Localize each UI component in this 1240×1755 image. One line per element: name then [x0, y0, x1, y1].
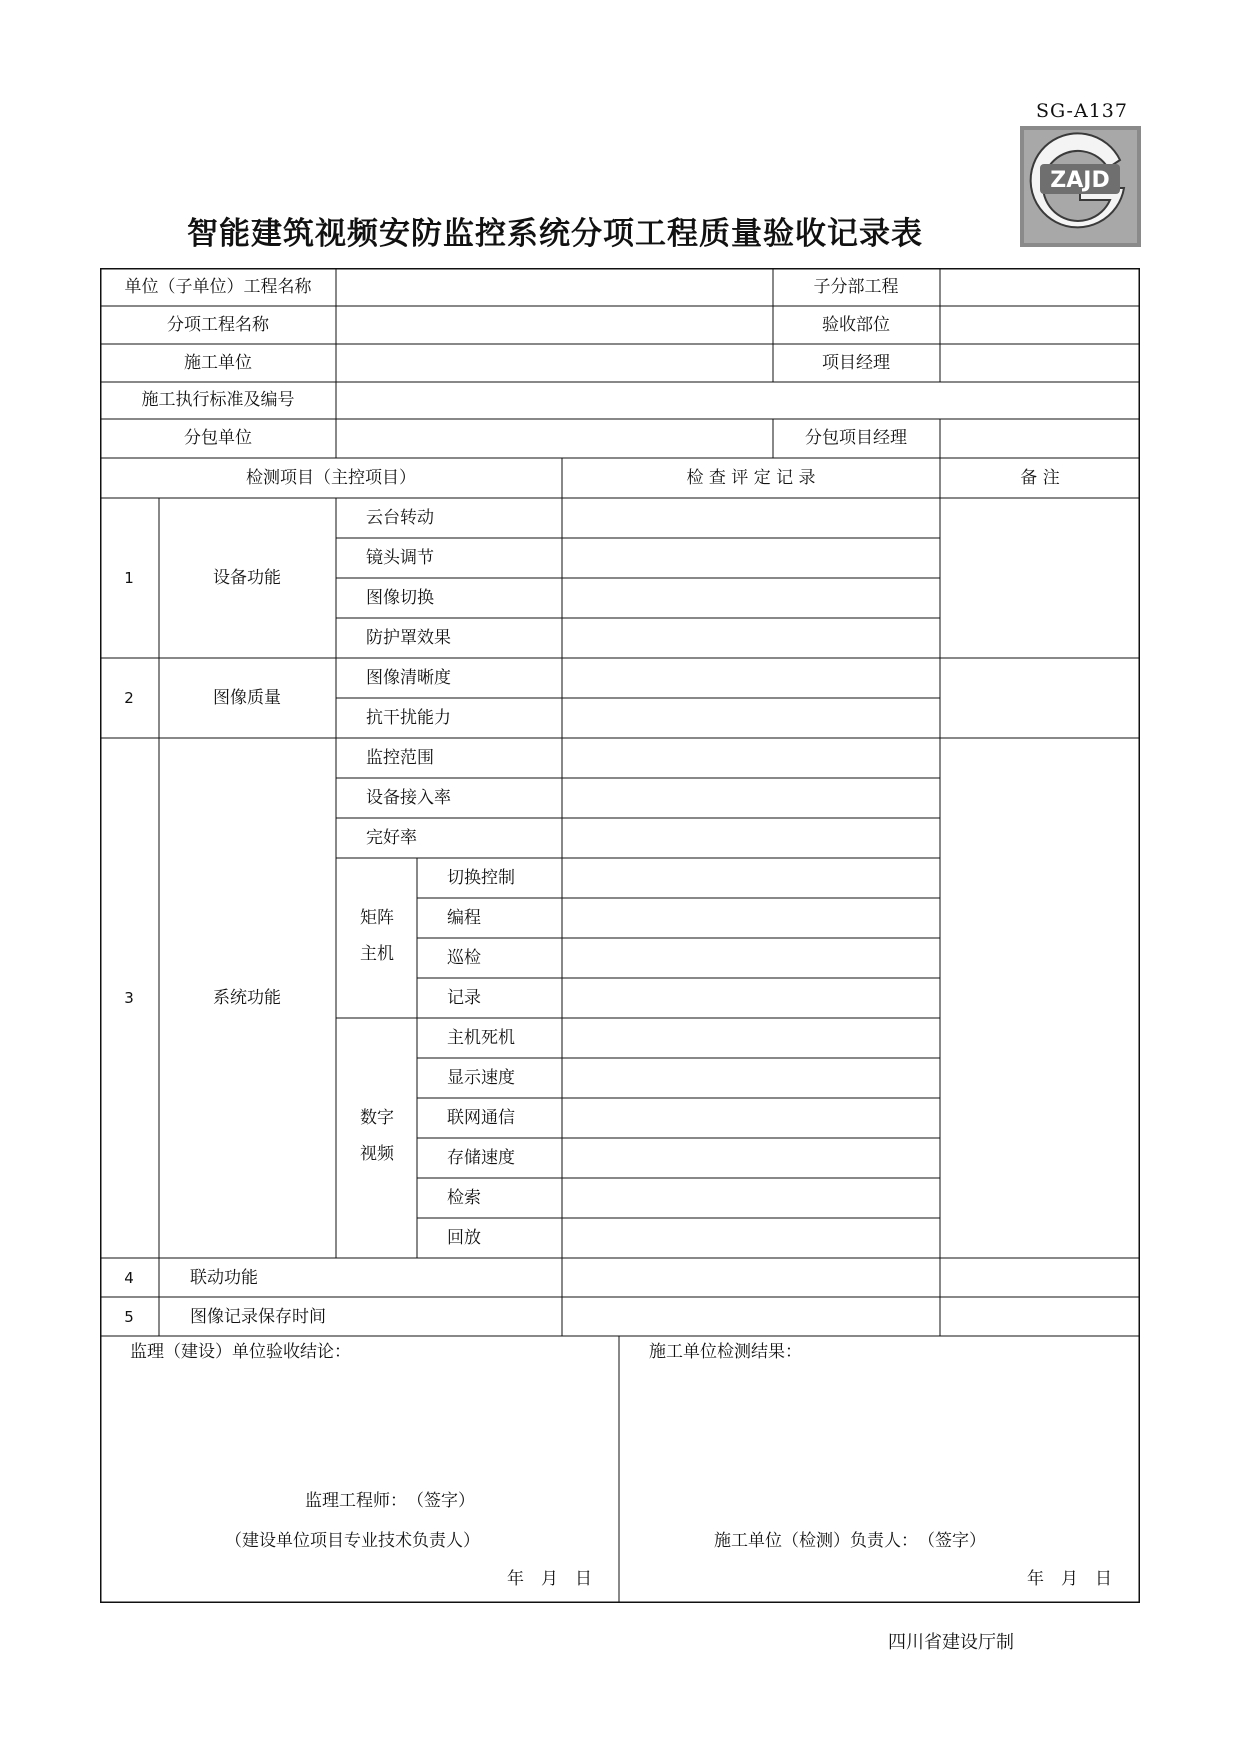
col-header-record: 检 查 评 定 记 录 — [686, 468, 816, 488]
page-title: 智能建筑视频安防监控系统分项工程质量验收记录表 — [187, 216, 923, 252]
label-acceptance-part: 验收部位 — [822, 315, 890, 335]
label-sub-item-name: 分项工程名称 — [167, 315, 269, 335]
group-1-name: 设备功能 — [213, 568, 281, 588]
zajd-logo — [1020, 126, 1141, 247]
item-playback: 回放 — [447, 1228, 481, 1248]
label-project-manager: 项目经理 — [822, 353, 890, 373]
issuer-footer: 四川省建设厅制 — [888, 1632, 1014, 1653]
supervisor-date: 年 月 日 — [507, 1569, 592, 1589]
construction-result-label: 施工单位检测结果： — [649, 1342, 802, 1362]
label-standard: 施工执行标准及编号 — [141, 390, 295, 410]
item-search: 检索 — [447, 1188, 481, 1208]
group-5-name: 图像记录保存时间 — [190, 1307, 326, 1327]
supervisor-engineer-signature: 监理工程师： （签字） — [305, 1491, 475, 1511]
supervisor-conclusion-label: 监理（建设）单位验收结论： — [130, 1342, 351, 1362]
item-ptz-rotation: 云台转动 — [366, 508, 434, 528]
item-storage-speed: 存储速度 — [447, 1148, 515, 1168]
item-housing-effect: 防护罩效果 — [366, 628, 451, 648]
digital-label-2: 视频 — [360, 1144, 394, 1164]
item-switch-control: 切换控制 — [447, 868, 515, 888]
logo-text: ZAJD — [1050, 168, 1110, 193]
matrix-label-2: 主机 — [360, 944, 394, 964]
item-image-switch: 图像切换 — [366, 588, 434, 608]
item-anti-interference: 抗干扰能力 — [366, 708, 451, 728]
label-sub-division: 子分部工程 — [813, 277, 899, 297]
col-header-remark: 备 注 — [1020, 468, 1060, 488]
label-subcontractor: 分包单位 — [184, 428, 252, 448]
item-display-speed: 显示速度 — [447, 1068, 515, 1088]
construction-lead-signature: 施工单位（检测）负责人： （签字） — [714, 1531, 986, 1551]
group-2-name: 图像质量 — [213, 688, 281, 708]
group-5-number: 5 — [124, 1308, 134, 1326]
label-construction-unit: 施工单位 — [184, 353, 252, 373]
item-record: 记录 — [447, 988, 481, 1008]
group-2-number: 2 — [124, 689, 134, 707]
form-code: SG-A137 — [1036, 100, 1128, 122]
col-header-items: 检测项目（主控项目） — [246, 468, 416, 488]
digital-label-1: 数字 — [360, 1108, 394, 1128]
item-patrol: 巡检 — [447, 948, 481, 968]
construction-date: 年 月 日 — [1027, 1569, 1112, 1589]
item-network-comm: 联网通信 — [447, 1108, 515, 1128]
acceptance-form-table — [100, 268, 1140, 1603]
item-device-access-rate: 设备接入率 — [366, 788, 451, 808]
group-3-number: 3 — [124, 989, 134, 1007]
group-3-name: 系统功能 — [213, 988, 281, 1008]
item-host-crash: 主机死机 — [447, 1028, 515, 1048]
item-lens-adjust: 镜头调节 — [366, 548, 434, 568]
owner-tech-lead-label: （建设单位项目专业技术负责人） — [225, 1531, 480, 1551]
item-image-clarity: 图像清晰度 — [366, 668, 451, 688]
label-sub-manager: 分包项目经理 — [805, 428, 907, 448]
group-4-number: 4 — [124, 1269, 134, 1287]
label-unit-project-name: 单位（子单位）工程名称 — [124, 277, 312, 297]
matrix-label-1: 矩阵 — [360, 908, 394, 928]
group-1-number: 1 — [124, 569, 134, 587]
item-programming: 编程 — [447, 908, 481, 928]
item-monitor-range: 监控范围 — [366, 748, 434, 768]
item-intact-rate: 完好率 — [366, 828, 417, 848]
group-4-name: 联动功能 — [190, 1268, 258, 1288]
